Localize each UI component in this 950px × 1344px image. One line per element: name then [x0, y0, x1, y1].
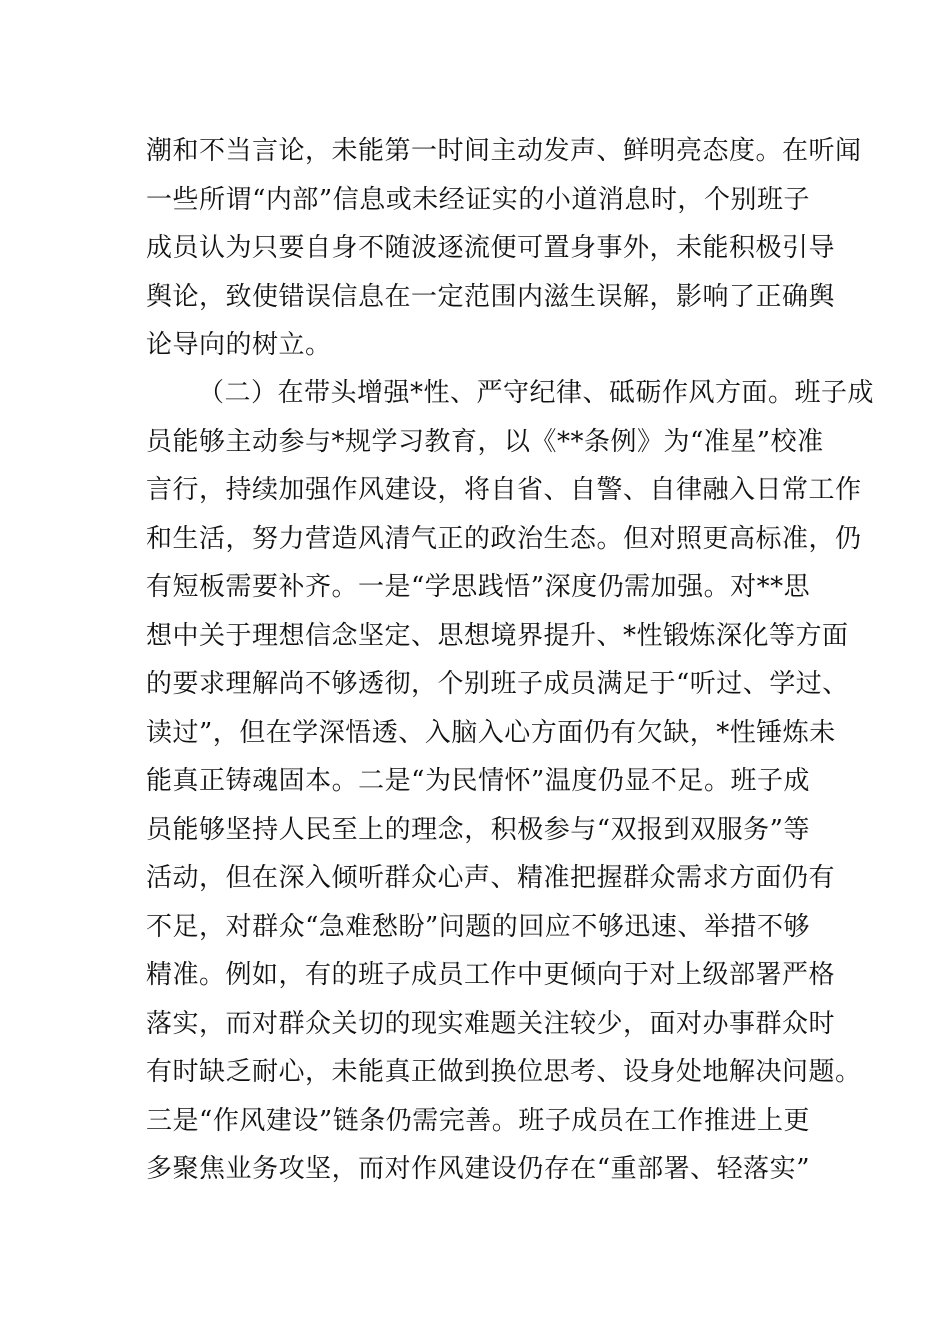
text-line: 员能够主动参与*规学习教育，以《**条例》为“准星”校准: [146, 426, 824, 457]
text-line: 精准。例如，有的班子成员工作中更倾向于对上级部署严格: [146, 960, 836, 990]
text-line: 成员认为只要自身不随波逐流便可置身事外，未能积极引导: [146, 233, 836, 263]
text-line: 的要求理解尚不够透彻，个别班子成员满足于“听过、学过、: [146, 669, 849, 699]
text-line: 落实，而对群众关切的现实难题关注较少，面对办事群众时: [146, 1008, 836, 1039]
text-line: 能真正铸魂固本。二是“为民情怀”温度仍显不足。班子成: [146, 766, 810, 796]
text-line: 和生活，努力营造风清气正的政治生态。但对照更高标准，仍: [146, 523, 862, 554]
text-line: 读过”，但在学深悟透、入脑入心方面仍有欠缺，*性锤炼未: [146, 717, 836, 748]
text-line: 三是“作风建设”链条仍需完善。班子成员在工作推进上更: [146, 1105, 810, 1136]
paragraph-continued: [146, 127, 862, 370]
text-line: 论导向的树立。: [146, 330, 332, 360]
text-line: 一些所谓“内部”信息或未经证实的小道消息时，个别班子: [146, 184, 810, 215]
section-heading-line: （二）在带头增强*性、严守纪律、砥砺作风方面。班子成: [198, 378, 875, 408]
text-line: 活动，但在深入倾听群众心声、精准把握群众需求方面仍有: [146, 863, 836, 893]
text-line: 有短板需要补齐。一是“学思践悟”深度仍需加强。对**思: [146, 572, 811, 602]
text-line: 言行，持续加强作风建设，将自省、自警、自律融入日常工作: [146, 475, 862, 505]
paragraph-section-two: [146, 369, 875, 1194]
text-line: 舆论，致使错误信息在一定范围内滋生误解，影响了正确舆: [146, 281, 836, 312]
text-line: 多聚焦业务攻坚，而对作风建设仍存在“重部署、轻落实”: [146, 1154, 810, 1184]
text-line: 潮和不当言论，未能第一时间主动发声、鲜明亮态度。在听闻: [146, 136, 862, 166]
text-line: 想中关于理想信念坚定、思想境界提升、*性锻炼深化等方面: [146, 620, 849, 651]
text-line: 员能够坚持人民至上的理念，积极参与“双报到双服务”等: [146, 814, 810, 845]
text-line: 不足，对群众“急难愁盼”问题的回应不够迅速、举措不够: [146, 911, 810, 942]
text-line: 有时缺乏耐心，未能真正做到换位思考、设身处地解决问题。: [146, 1057, 862, 1087]
